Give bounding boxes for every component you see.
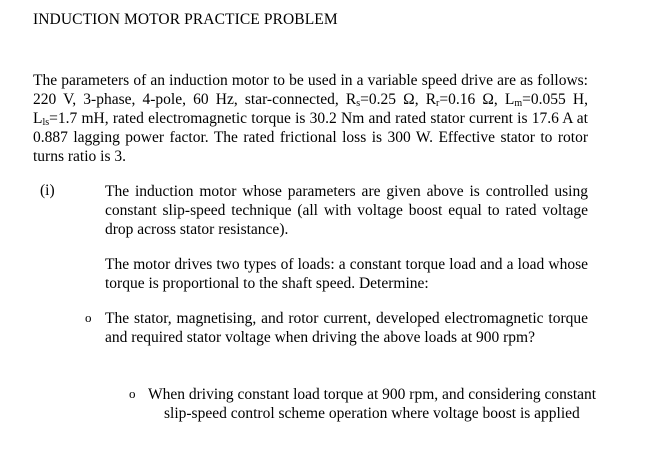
sub-bullet-line-1: When driving constant load torque at 900 rpm, and considering constant bbox=[148, 386, 597, 403]
intro-text-1: The parameters of an induction motor to be used in a variable speed drive are as follows: 220 V, 3-phase, 4-pole, 60 Hz, star-connected, R bbox=[33, 72, 588, 108]
rs-subscript: s bbox=[356, 98, 361, 109]
intro-text-2: =0.25 Ω, R bbox=[360, 91, 437, 108]
bullet-item-1: The stator, magnetising, and rotor current, developed electromagnetic torque and required stator voltage when driving the above loads at 900 rpm? bbox=[105, 310, 588, 346]
item-paragraph-1: The induction motor whose parameters are given above is controlled using constant slip-speed technique (all with voltage boost equal to rated voltage drop across stator resistance). bbox=[105, 183, 588, 238]
page-title: INDUCTION MOTOR PRACTICE PROBLEM bbox=[33, 11, 338, 28]
lm-subscript: m bbox=[514, 98, 523, 109]
item-paragraph-2: The motor drives two types of loads: a constant torque load and a load whose torque is proportional to the shaft speed. Determine: bbox=[105, 256, 588, 292]
lls-subscript: ls bbox=[42, 117, 50, 128]
sub-bullet-item bbox=[148, 385, 628, 423]
sub-bullet-line-2: slip-speed control scheme operation where voltage boost is applied bbox=[164, 405, 580, 422]
rr-subscript: r bbox=[436, 98, 440, 109]
intro-text-4: =0.055 H, L bbox=[33, 91, 588, 127]
intro-text-3: =0.16 Ω, L bbox=[439, 91, 515, 108]
bullet-circle-icon: o bbox=[85, 310, 92, 325]
problem-parameters-paragraph bbox=[33, 71, 588, 166]
sub-bullet-circle-icon: o bbox=[129, 386, 136, 401]
item-marker: (i) bbox=[40, 182, 55, 199]
intro-text-5: =1.7 mH, rated electromagnetic torque is 30.2 Nm and rated stator current is 17.6 A at 0.887 lagging power factor. The rated frictional loss is 300 W. Effective stator to rotor turns ratio is 3. bbox=[33, 110, 588, 165]
